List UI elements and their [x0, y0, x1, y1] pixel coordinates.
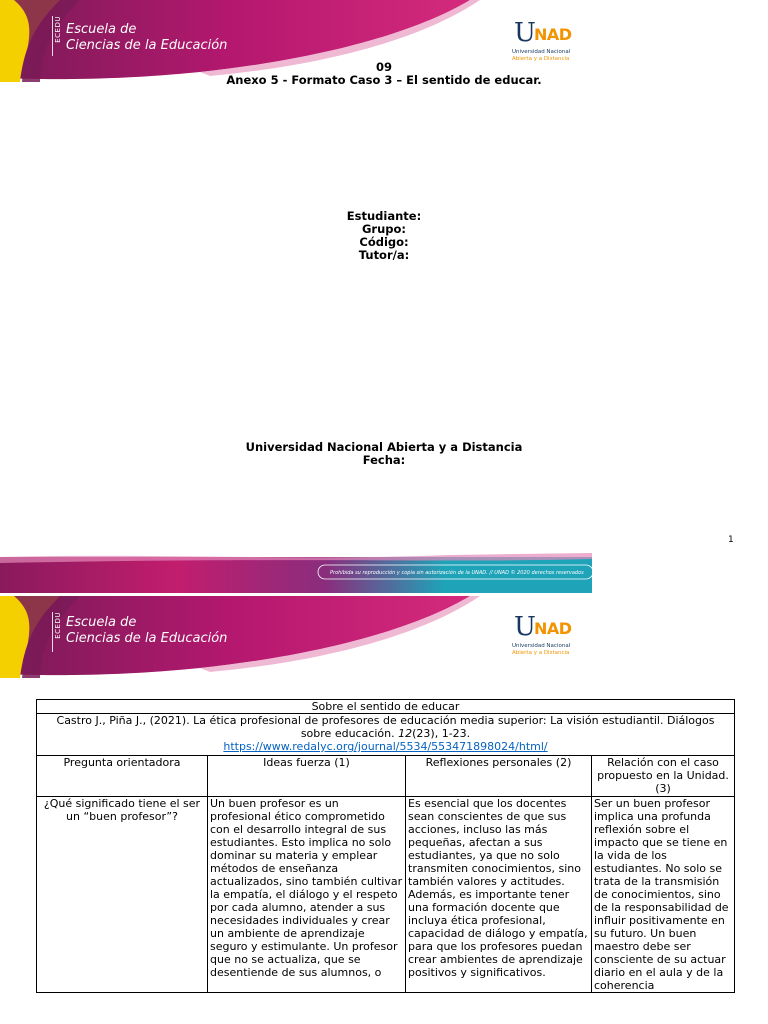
column-header: Reflexiones personales (2)	[406, 756, 592, 797]
logo-nad: NAD	[534, 25, 572, 44]
question-cell: ¿Qué significado tiene el ser un “buen profesor”?	[37, 797, 208, 993]
university-name: Universidad Nacional Abierta y a Distancia	[245, 440, 523, 454]
reference-link[interactable]: https://www.redalyc.org/journal/5534/553471898024/html/	[223, 740, 548, 753]
unad-logo-2	[512, 614, 582, 664]
reference-text: Castro J., Piña J., (2021). La ética profesional de profesores de educación media superior: La visión estudiantil. Diálogos sobre educación.	[56, 714, 715, 740]
side-label-2: ECEDU	[54, 612, 62, 639]
logo-line-1: Universidad Nacional	[512, 49, 571, 55]
reference-volume: 12	[398, 727, 413, 740]
reference-issue: (23), 1-23.	[412, 727, 471, 740]
school-line-2: Ciencias de la Educación	[66, 38, 228, 53]
column-header: Pregunta orientadora	[37, 756, 208, 797]
relation-cell: Ser un buen profesor implica una profunda reflexión sobre el impacto que se tiene en la vida de los estudiantes. No solo se trata de la transmisión de conocimientos, sino de la responsabilidad de influir positivamente en su futuro. Un buen maestro debe ser consciente de su actuar diario en el aula y de la coherencia	[592, 797, 735, 993]
header-banner-2	[0, 596, 600, 678]
group-label: Grupo:	[361, 222, 407, 236]
logo-line-2: Abierta y a Distancia	[512, 56, 570, 62]
case-table	[36, 699, 735, 993]
table-row	[37, 797, 735, 993]
logo-line-1-2: Universidad Nacional	[512, 643, 571, 649]
logo-u-2: U	[514, 612, 536, 642]
banner-divider-2	[52, 612, 61, 652]
code-label: Código:	[359, 235, 409, 249]
ideas-cell: Un buen profesor es un profesional ético comprometido con el desarrollo integral de sus estudiantes. Esto implica no solo dominar su materia y emplear métodos de enseñanza actualizados, sino también cultivar la empatía, el diálogo y el respeto por cada alumno, atender a sus necesidades individuales y crear un ambiente de aprendizaje seguro y estimulante. Un profesor que no se actualiza, que se desentiende de sus alumnos, o	[208, 797, 406, 993]
banner-divider	[52, 16, 61, 56]
date-label: Fecha:	[362, 453, 406, 467]
school-line-1b: Escuela de	[66, 615, 137, 630]
table-title-row	[37, 700, 735, 714]
footer-notice	[330, 570, 584, 576]
document-number: 09	[375, 60, 392, 74]
page-number: 1	[728, 535, 734, 545]
student-label: Estudiante:	[346, 209, 422, 223]
footer-copyright: UNAD © 2020 derechos reservados	[494, 570, 584, 576]
footer-prohibited: Prohibida su reproducción y copia sin autorización de la UNAD.	[330, 570, 488, 576]
reference-cell	[37, 714, 735, 756]
table-header-row	[37, 756, 735, 797]
column-header: Relación con el caso propuesto en la Unidad. (3)	[592, 756, 735, 797]
column-header: Ideas fuerza (1)	[208, 756, 406, 797]
logo-nad-2: NAD	[534, 619, 572, 638]
tutor-label: Tutor/a:	[358, 248, 410, 262]
school-line-1: Escuela de	[66, 22, 137, 37]
table-reference-row	[37, 714, 735, 756]
side-label: ECEDU	[54, 16, 62, 43]
school-name	[66, 22, 227, 54]
logo-u: U	[514, 18, 536, 48]
reflections-cell: Es esencial que los docentes sean conscientes de que sus acciones, incluso las más pequeñas, afectan a sus estudiantes, ya que no solo transmiten conocimientos, sino también valores y actitudes. Además, es importante tener una formación docente que incluya ética profesional, capacidad de diálogo y empatía, para que los profesores puedan crear ambientes de aprendizaje positivos y significativos.	[406, 797, 592, 993]
logo-line-2-2: Abierta y a Distancia	[512, 650, 570, 656]
footer-separator: //	[489, 570, 495, 576]
school-line-2b: Ciencias de la Educación	[66, 631, 228, 646]
document-title: Anexo 5 - Formato Caso 3 – El sentido de educar.	[226, 73, 542, 87]
school-name-2	[66, 615, 227, 647]
table-title: Sobre el sentido de educar	[37, 700, 735, 714]
